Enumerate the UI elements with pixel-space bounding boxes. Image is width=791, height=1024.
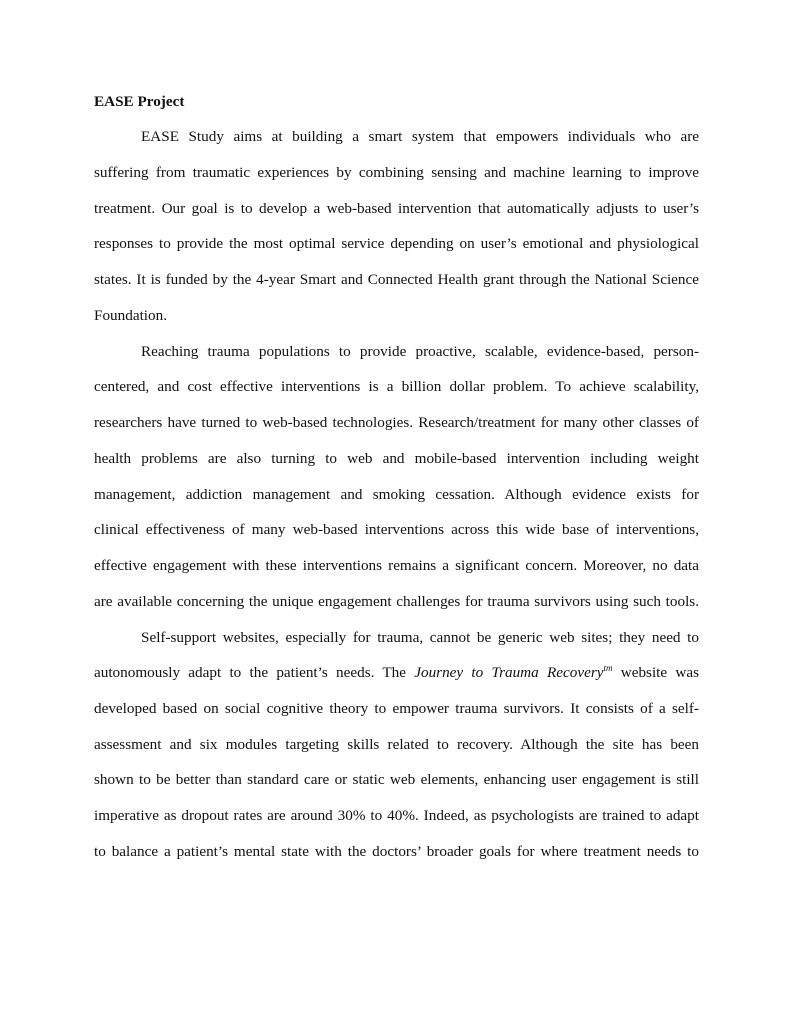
paragraph-2-line: management, addiction management and smoking cessation. Although evidence exists for <box>94 486 699 503</box>
paragraph-2-line: researchers have turned to web-based technologies. Research/treatment for many other classes of <box>94 414 699 431</box>
paragraph-3-line: imperative as dropout rates are around 30% to 40%. Indeed, as psychologists are trained to adapt <box>94 807 699 824</box>
paragraph-3-line: Self-support websites, especially for trauma, cannot be generic web sites; they need to <box>141 629 699 646</box>
trademark-mark: tm <box>603 662 613 673</box>
paragraph-3-line: assessment and six modules targeting skills related to recovery. Although the site has been <box>94 736 699 753</box>
paragraph-2-line: health problems are also turning to web and mobile-based intervention including weight <box>94 450 699 467</box>
paragraph-2-line: clinical effectiveness of many web-based interventions across this wide base of interventions, <box>94 521 699 538</box>
paragraph-2-line: effective engagement with these interventions remains a significant concern. Moreover, no data <box>94 557 699 574</box>
paragraph-3-line: to balance a patient’s mental state with the doctors’ broader goals for where treatment needs to <box>94 843 699 860</box>
paragraph-3-text: website was <box>620 664 699 681</box>
paragraph-1-line: EASE Study aims at building a smart system that empowers individuals who are <box>141 128 699 145</box>
paragraph-1-line: suffering from traumatic experiences by combining sensing and machine learning to improve <box>94 164 699 181</box>
paragraph-3-text: autonomously adapt to the patient’s needs. The <box>94 664 406 681</box>
paragraph-3-line <box>94 663 699 683</box>
paragraph-2-line: Reaching trauma populations to provide proactive, scalable, evidence-based, person- <box>141 343 699 360</box>
paragraph-1-line: Foundation. <box>94 307 167 324</box>
paragraph-3-line: developed based on social cognitive theory to empower trauma survivors. It consists of a self- <box>94 700 699 717</box>
paragraph-1-line: states. It is funded by the 4-year Smart and Connected Health grant through the National Science <box>94 271 699 288</box>
paragraph-2-line: centered, and cost effective interventions is a billion dollar problem. To achieve scalability, <box>94 378 699 395</box>
document-title: EASE Project <box>94 93 185 110</box>
paragraph-3-line: shown to be better than standard care or static web elements, enhancing user engagement is still <box>94 771 699 788</box>
website-name: Journey to Trauma Recovery$^{tm}$ <box>414 662 613 681</box>
paragraph-1-line: responses to provide the most optimal service depending on user’s emotional and physiological <box>94 235 699 252</box>
paragraph-1-line: treatment. Our goal is to develop a web-based intervention that automatically adjusts to user’s <box>94 200 699 217</box>
paragraph-2-line: are available concerning the unique engagement challenges for trauma survivors using such tools. <box>94 593 699 610</box>
